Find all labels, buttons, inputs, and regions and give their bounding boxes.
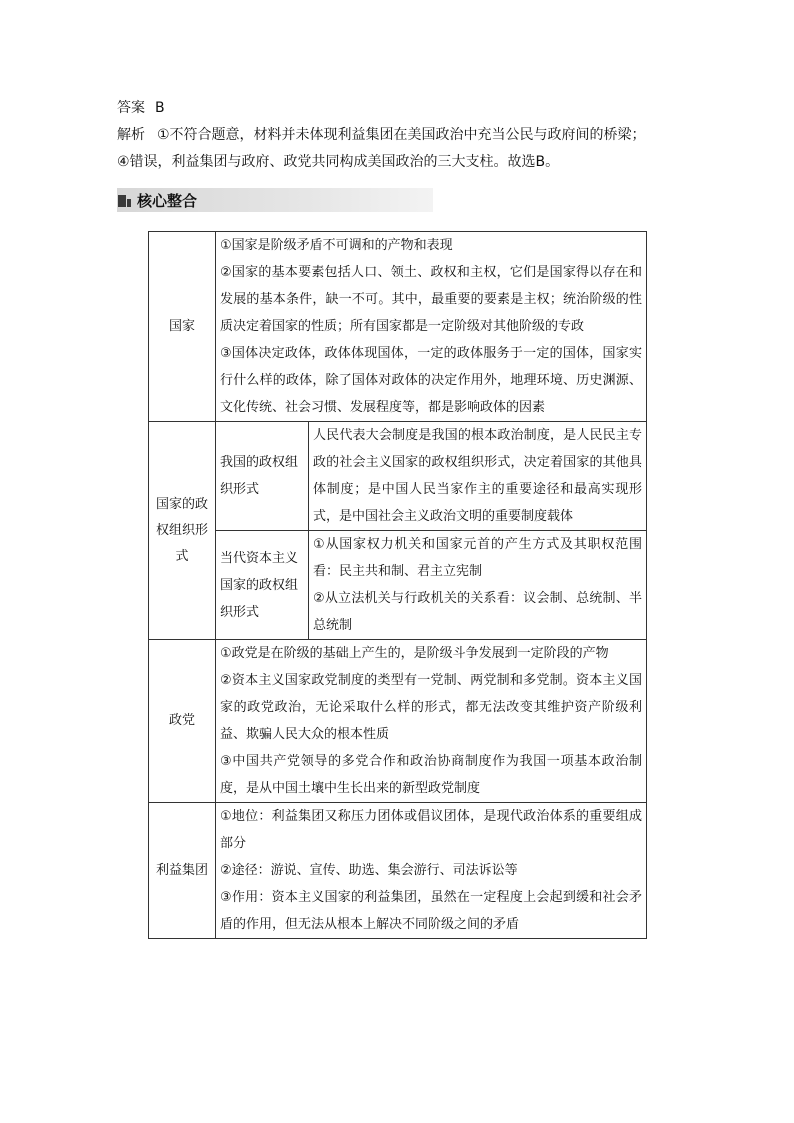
subcategory-ziben: 当代资本主义国家的政权组织形式 bbox=[216, 531, 309, 640]
ziben-point-1: ①从国家权力机关和国家元首的产生方式及其职权范围看：民主共和制、君主立宪制 bbox=[313, 537, 642, 579]
zhengdang-point-1: ①政党是在阶级的基础上产生的，是阶级斗争发展到一定阶段的产物 bbox=[220, 646, 609, 661]
section-header bbox=[117, 188, 433, 212]
analysis-text: ①不符合题意，材料并未体现利益集团在美国政治中充当公民与政府间的桥梁；④错误，利益集团与政府、政党共同构成美国政治的三大支柱。故选B。 bbox=[117, 127, 646, 170]
analysis-label: 解析 bbox=[117, 127, 145, 143]
table-row-zhengquan-2 bbox=[149, 531, 647, 640]
liyi-point-2: ②途径：游说、宣传、助选、集会游行、司法诉讼等 bbox=[220, 863, 518, 878]
answer-explanation bbox=[117, 95, 647, 176]
zhengdang-point-3: ③中国共产党领导的多党合作和政治协商制度作为我国一项基本政治制度，是从中国土壤中生长出来的新型政党制度 bbox=[220, 754, 642, 796]
category-guojia: 国家 bbox=[149, 232, 216, 422]
category-liyi: 利益集团 bbox=[149, 803, 216, 939]
subcategory-woguo: 我国的政权组织形式 bbox=[216, 422, 309, 531]
woguo-text: 人民代表大会制度是我国的根本政治制度，是人民民主专政的社会主义国家的政权组织形式，决定着国家的其他具体制度；是中国人民当家作主的重要途径和最高实现形式，是中国社会主义政治文明的重要制度载体 bbox=[313, 428, 642, 524]
category-zhengdang: 政党 bbox=[149, 640, 216, 803]
content-liyi bbox=[216, 803, 647, 939]
ziben-point-2: ②从立法机关与行政机关的关系看：议会制、总统制、半总统制 bbox=[313, 591, 642, 633]
answer-label: 答案 bbox=[117, 100, 145, 116]
table-row-zhengquan-1 bbox=[149, 422, 647, 531]
core-integration-table bbox=[148, 231, 647, 939]
content-guojia bbox=[216, 232, 647, 422]
liyi-point-1: ①地位：利益集团又称压力团体或倡议团体，是现代政治体系的重要组成部分 bbox=[220, 809, 642, 851]
table-row-zhengdang bbox=[149, 640, 647, 803]
table-row-liyi bbox=[149, 803, 647, 939]
table-row-guojia bbox=[149, 232, 647, 422]
guojia-point-2: ②国家的基本要素包括人口、领土、政权和主权，它们是国家得以存在和发展的基本条件，缺一不可。其中，最重要的要素是主权；统治阶级的性质决定着国家的性质；所有国家都是一定阶级对其他阶级的专政 bbox=[220, 265, 642, 334]
analysis-paragraph bbox=[117, 122, 647, 176]
content-zhengdang bbox=[216, 640, 647, 803]
section-marker-icon bbox=[118, 193, 131, 207]
guojia-point-1: ①国家是阶级矛盾不可调和的产物和表现 bbox=[220, 238, 453, 253]
zhengdang-point-2: ②资本主义国家政党制度的类型有一党制、两党制和多党制。资本主义国家的政党政治，无论采取什么样的形式，都无法改变其维护资产阶级利益、欺骗人民大众的根本性质 bbox=[220, 673, 642, 742]
category-zhengquan: 国家的政权组织形式 bbox=[149, 422, 216, 640]
liyi-point-3: ③作用：资本主义国家的利益集团，虽然在一定程度上会起到缓和社会矛盾的作用，但无法从根本上解决不同阶级之间的矛盾 bbox=[220, 890, 642, 932]
section-title: 核心整合 bbox=[137, 191, 198, 210]
content-woguo bbox=[309, 422, 647, 531]
answer-value: B bbox=[155, 100, 165, 116]
content-ziben bbox=[309, 531, 647, 640]
answer-line bbox=[117, 95, 647, 122]
guojia-point-3: ③国体决定政体，政体体现国体，一定的政体服务于一定的国体，国家实行什么样的政体，除了国体对政体的决定作用外，地理环境、历史渊源、文化传统、社会习惯、发展程度等，都是影响政体的因素 bbox=[220, 346, 642, 415]
